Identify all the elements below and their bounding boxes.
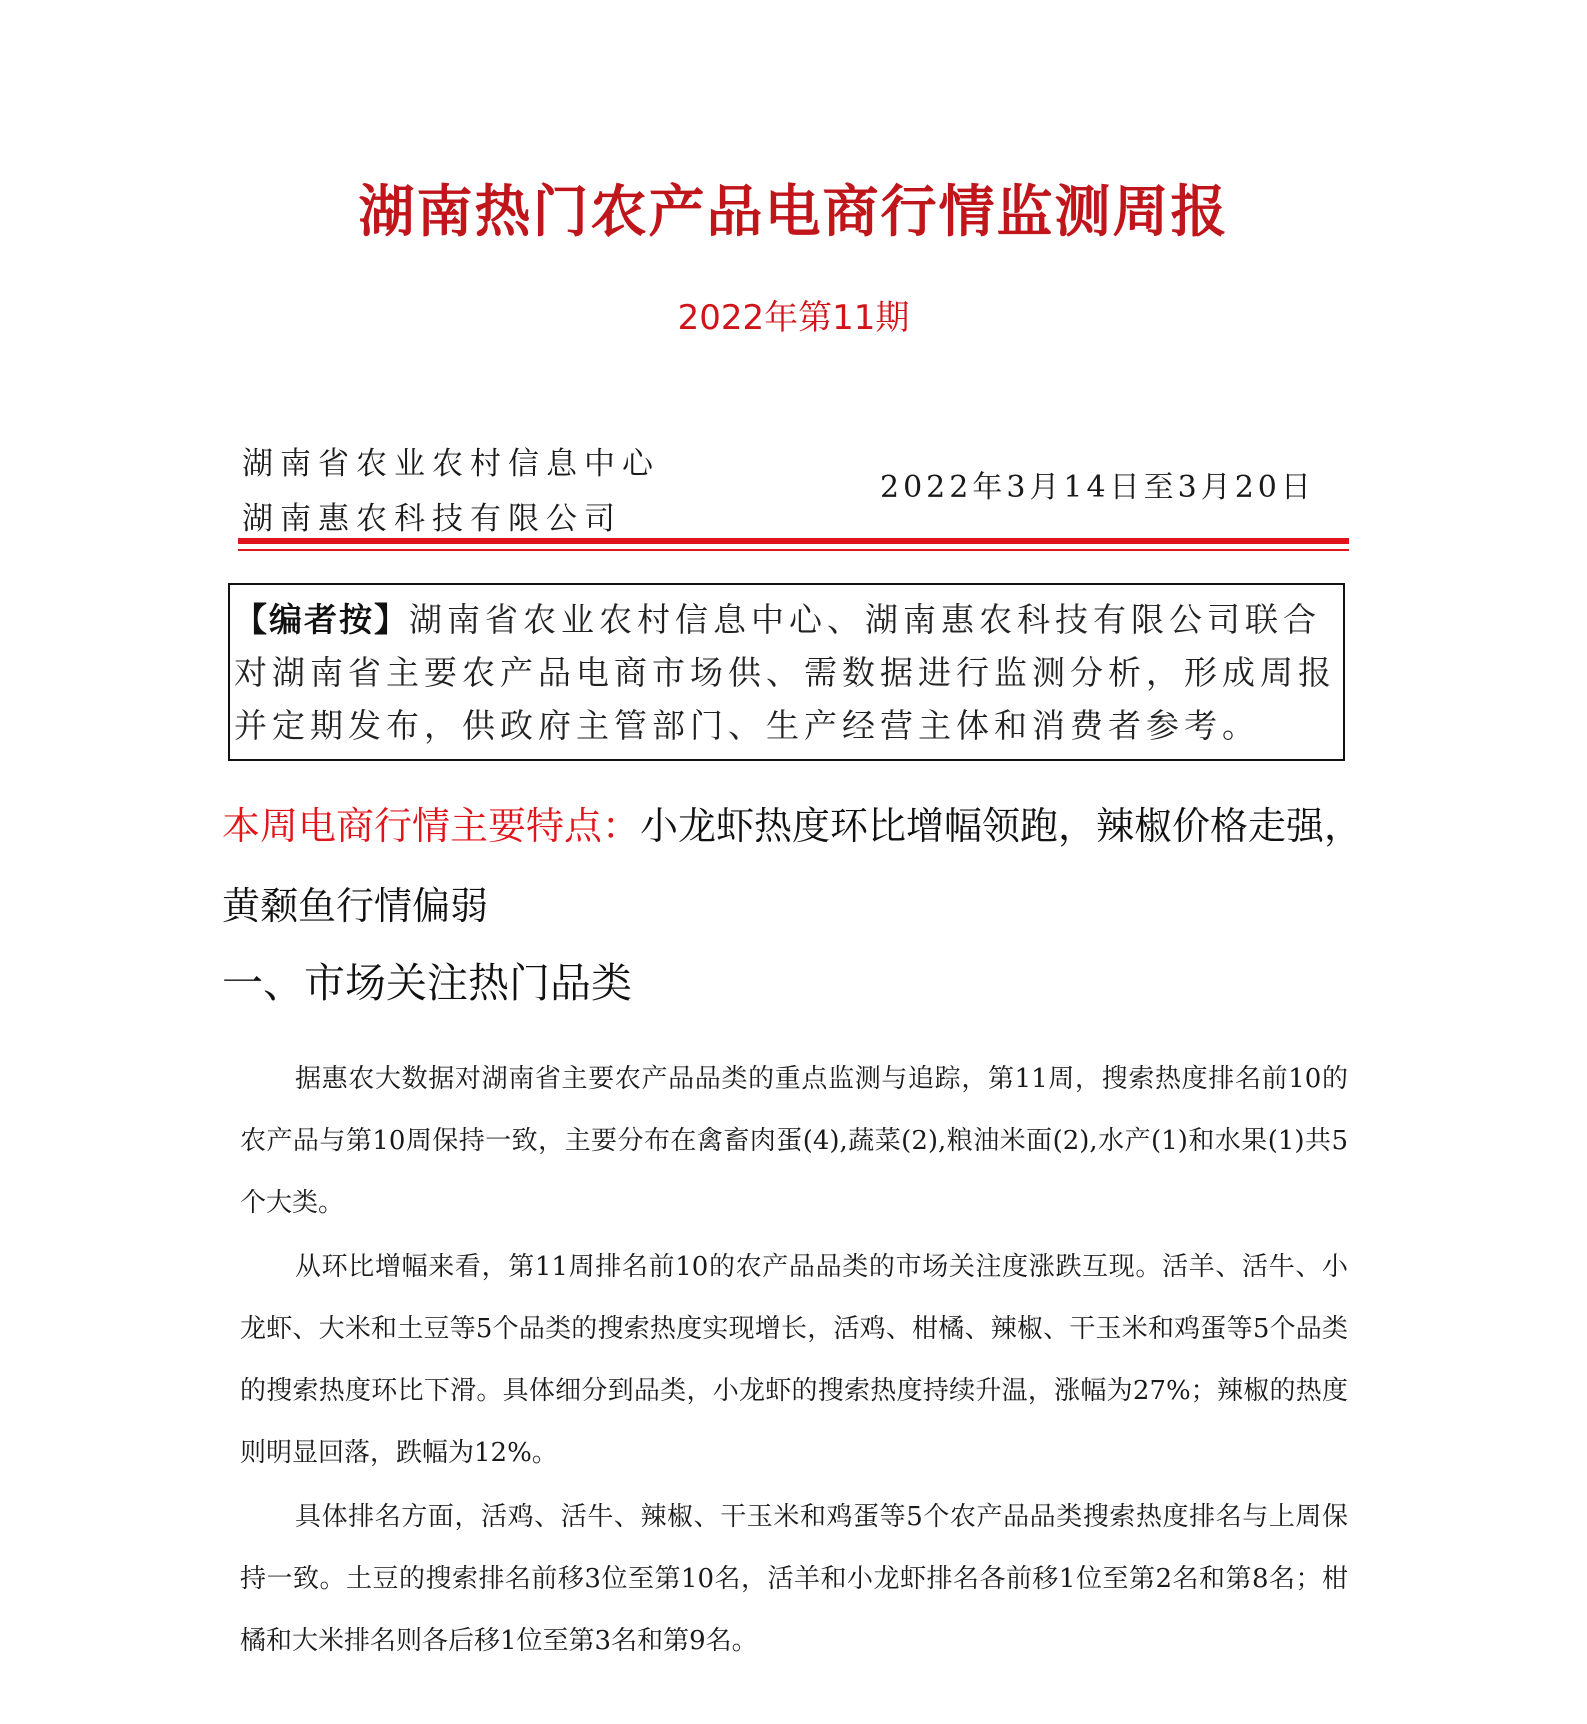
publisher-org-1: 湖南省农业农村信息中心: [242, 446, 660, 482]
report-date-range: 2022年3月14日至3月20日: [880, 470, 1315, 505]
body-paragraph: 据惠农大数据对湖南省主要农产品品类的重点监测与追踪，第11周，搜索热度排名前10的农产品与第10周保持一致，主要分布在禽畜肉蛋(4),蔬菜(2),粮油米面(2),水产(1)和水果(1)共5个大类。: [240, 1064, 1348, 1218]
issue-number: 2022年第11期: [677, 298, 910, 338]
masthead-divider-thick: [238, 538, 1349, 544]
editor-note-label: 【编者按】: [234, 600, 409, 639]
publisher-org-2: 湖南惠农科技有限公司: [242, 501, 622, 537]
weekly-feature-text: 小龙虾热度环比增幅领跑，辣椒价格走强，黄颡鱼行情偏弱: [222, 804, 1363, 928]
weekly-feature: [222, 786, 1372, 946]
editor-note-box: [228, 583, 1345, 761]
masthead-divider-thin: [238, 549, 1349, 551]
section-heading: 一、市场关注热门品类: [222, 959, 632, 1007]
body-paragraph: 从环比增幅来看，第11周排名前10的农产品品类的市场关注度涨跌互现。活羊、活牛、小龙虾、大米和土豆等5个品类的搜索热度实现增长，活鸡、柑橘、辣椒、干玉米和鸡蛋等5个品类的搜索热度环比下滑。具体细分到品类，小龙虾的搜索热度持续升温，涨幅为27%；辣椒的热度则明显回落，跌幅为12%。: [240, 1252, 1348, 1468]
report-title: 湖南热门农产品电商行情监测周报: [358, 179, 1229, 245]
body-paragraph: 具体排名方面，活鸡、活牛、辣椒、干玉米和鸡蛋等5个农产品品类搜索热度排名与上周保持一致。土豆的搜索排名前移3位至第10名，活羊和小龙虾排名各前移1位至第2名和第8名；柑橘和大米排名则各后移1位至第3名和第9名。: [240, 1502, 1348, 1656]
weekly-feature-lead: 本周电商行情主要特点：: [222, 804, 641, 848]
editor-note-text: 湖南省农业农村信息中心、湖南惠农科技有限公司联合对湖南省主要农产品电商市场供、需数据进行监测分析，形成周报并定期发布，供政府主管部门、生产经营主体和消费者参考。: [234, 600, 1336, 745]
